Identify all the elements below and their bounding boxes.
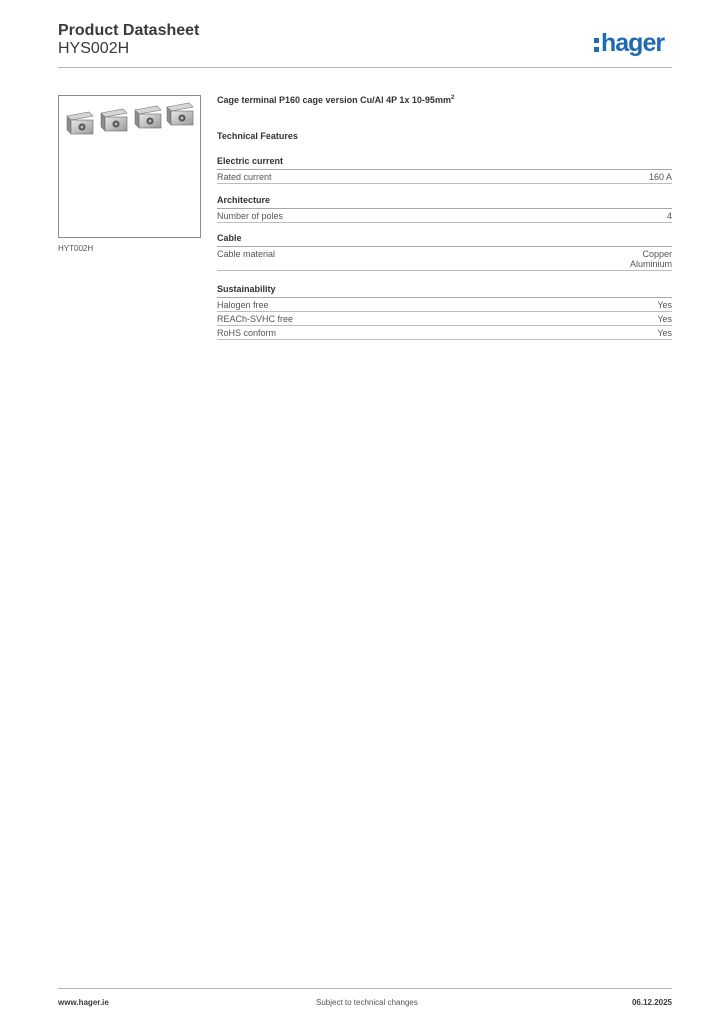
spec-label: Rated current xyxy=(217,172,272,182)
spec-value xyxy=(630,249,672,269)
spec-value-line: Copper xyxy=(642,249,672,259)
spec-value: Yes xyxy=(657,300,672,310)
spec-row xyxy=(217,326,672,340)
spec-value: Yes xyxy=(657,328,672,338)
logo-dots-icon xyxy=(594,38,599,52)
spec-label: REACh-SVHC free xyxy=(217,314,294,324)
footer-notice: Subject to technical changes xyxy=(316,998,418,1007)
spec-value: 4 xyxy=(666,211,672,221)
hager-logo xyxy=(594,28,664,58)
product-image xyxy=(58,95,201,238)
spec-label: Number of poles xyxy=(217,211,284,221)
section-heading: Sustainability xyxy=(217,284,672,298)
section-electric-current xyxy=(217,156,672,184)
product-code: HYS002H xyxy=(58,40,130,57)
header-divider xyxy=(58,67,672,68)
section-heading: Architecture xyxy=(217,195,672,209)
technical-features-heading: Technical Features xyxy=(217,131,298,141)
section-sustainability xyxy=(217,284,672,340)
spec-row xyxy=(217,312,672,326)
spec-row xyxy=(217,298,672,312)
logo-wordmark: hager xyxy=(601,28,665,57)
spec-label: RoHS conform xyxy=(217,328,277,338)
footer-date: 06.12.2025 xyxy=(631,998,672,1007)
footer-divider xyxy=(58,988,672,989)
spec-row xyxy=(217,170,672,184)
spec-value-line: Aluminium xyxy=(629,259,672,269)
section-architecture xyxy=(217,195,672,223)
product-title: Cage terminal P160 cage version Cu/Al 4P 1x $10-95mm^2$ xyxy=(217,95,455,105)
section-heading: Cable xyxy=(217,233,672,247)
spec-label: Cable material xyxy=(217,249,276,259)
spec-row xyxy=(217,247,672,271)
cage-terminal-image xyxy=(59,96,200,237)
spec-row xyxy=(217,209,672,223)
footer-website-link[interactable]: www.hager.ie xyxy=(58,998,109,1007)
page-title: Product Datasheet xyxy=(58,22,200,39)
section-cable xyxy=(217,233,672,271)
spec-label: Halogen free xyxy=(217,300,269,310)
spec-value: 160 A xyxy=(648,172,672,182)
section-heading: Electric current xyxy=(217,156,672,170)
spec-value: Yes xyxy=(657,314,672,324)
image-caption: HYT002H xyxy=(58,244,94,253)
